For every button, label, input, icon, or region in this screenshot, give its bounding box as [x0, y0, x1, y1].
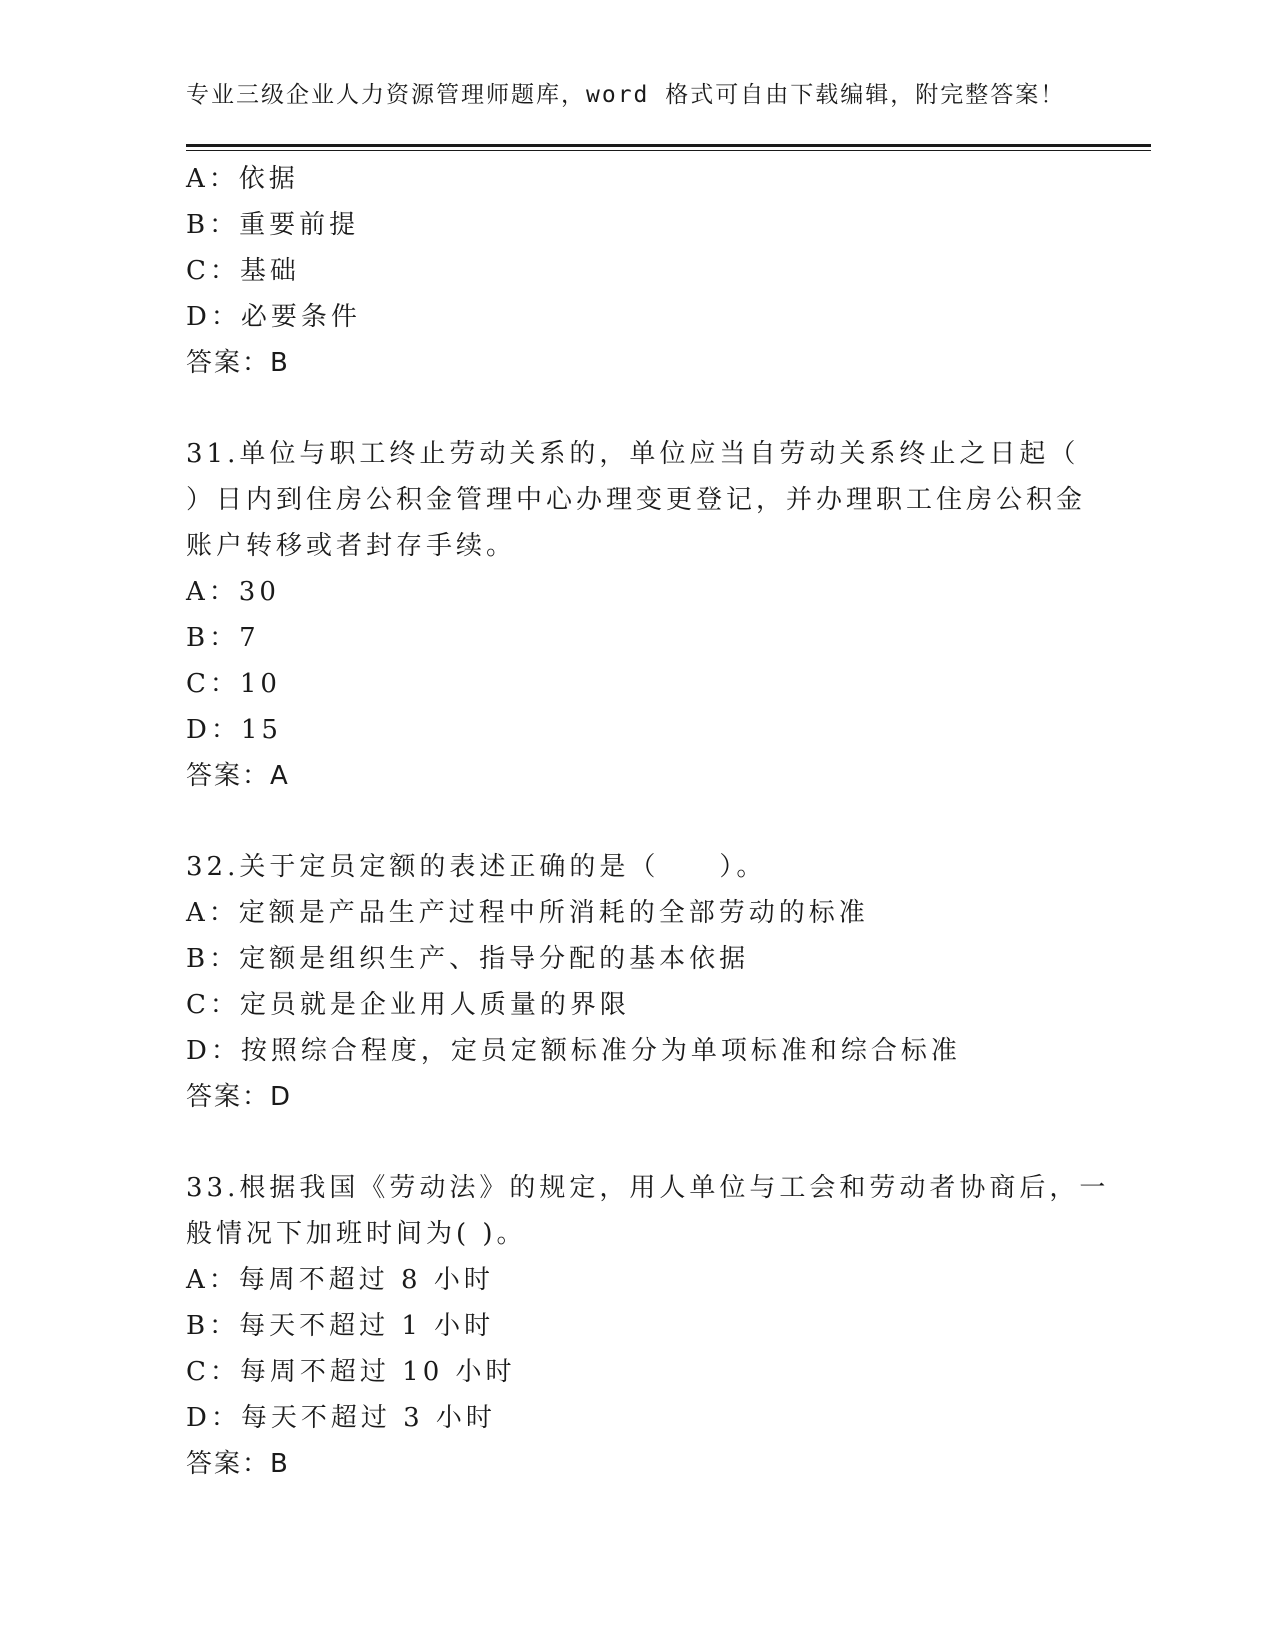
question-text-line: 33.根据我国《劳动法》的规定，用人单位与工会和劳动者协商后，一 — [186, 1173, 1110, 1203]
answer: 答案：B — [186, 348, 290, 378]
option-d: D：按照综合程度，定员定额标准分为单项标准和综合标准 — [186, 1036, 961, 1066]
option-a: A：30 — [186, 577, 280, 607]
option-b: B：7 — [186, 623, 260, 653]
answer: 答案：A — [186, 761, 290, 791]
question-text-line: 32.关于定员定额的表述正确的是（ ）。 — [186, 852, 767, 882]
option-d: D：每天不超过 3 小时 — [186, 1403, 496, 1433]
question-30 — [186, 156, 1086, 386]
option-c: C：每周不超过 10 小时 — [186, 1357, 516, 1387]
option-a: A：每周不超过 8 小时 — [186, 1265, 494, 1295]
option-c: C：10 — [186, 669, 281, 699]
header-rule-thin — [186, 150, 1151, 151]
question-text-line: 账户转移或者封存手续。 — [186, 531, 517, 561]
question-text-line: 般情况下加班时间为( )。 — [186, 1219, 527, 1249]
option-a: A：依据 — [186, 164, 299, 194]
option-b: B：每天不超过 1 小时 — [186, 1311, 495, 1341]
option-b: B：定额是组织生产、指导分配的基本依据 — [186, 944, 750, 974]
header-rule-thick — [186, 144, 1151, 147]
question-content — [186, 156, 1110, 1487]
option-c: C：定员就是企业用人质量的界限 — [186, 990, 630, 1020]
option-d: D：15 — [186, 715, 282, 745]
option-a: A：定额是产品生产过程中所消耗的全部劳动的标准 — [186, 898, 869, 928]
answer: 答案：B — [186, 1449, 290, 1479]
question-text-line: ）日内到住房公积金管理中心办理变更登记，并办理职工住房公积金 — [186, 485, 1087, 515]
option-c: C：基础 — [186, 256, 300, 286]
option-d: D：必要条件 — [186, 302, 361, 332]
option-b: B：重要前提 — [186, 210, 360, 240]
question-31 — [186, 431, 1086, 799]
page-header: 专业三级企业人力资源管理师题库，word 格式可自由下载编辑，附完整答案！ — [186, 82, 1066, 108]
answer: 答案：D — [186, 1082, 293, 1112]
question-32 — [186, 844, 1086, 1120]
question-text-line: 31.单位与职工终止劳动关系的，单位应当自劳动关系终止之日起（ — [186, 439, 1080, 469]
question-33 — [186, 1165, 1110, 1487]
